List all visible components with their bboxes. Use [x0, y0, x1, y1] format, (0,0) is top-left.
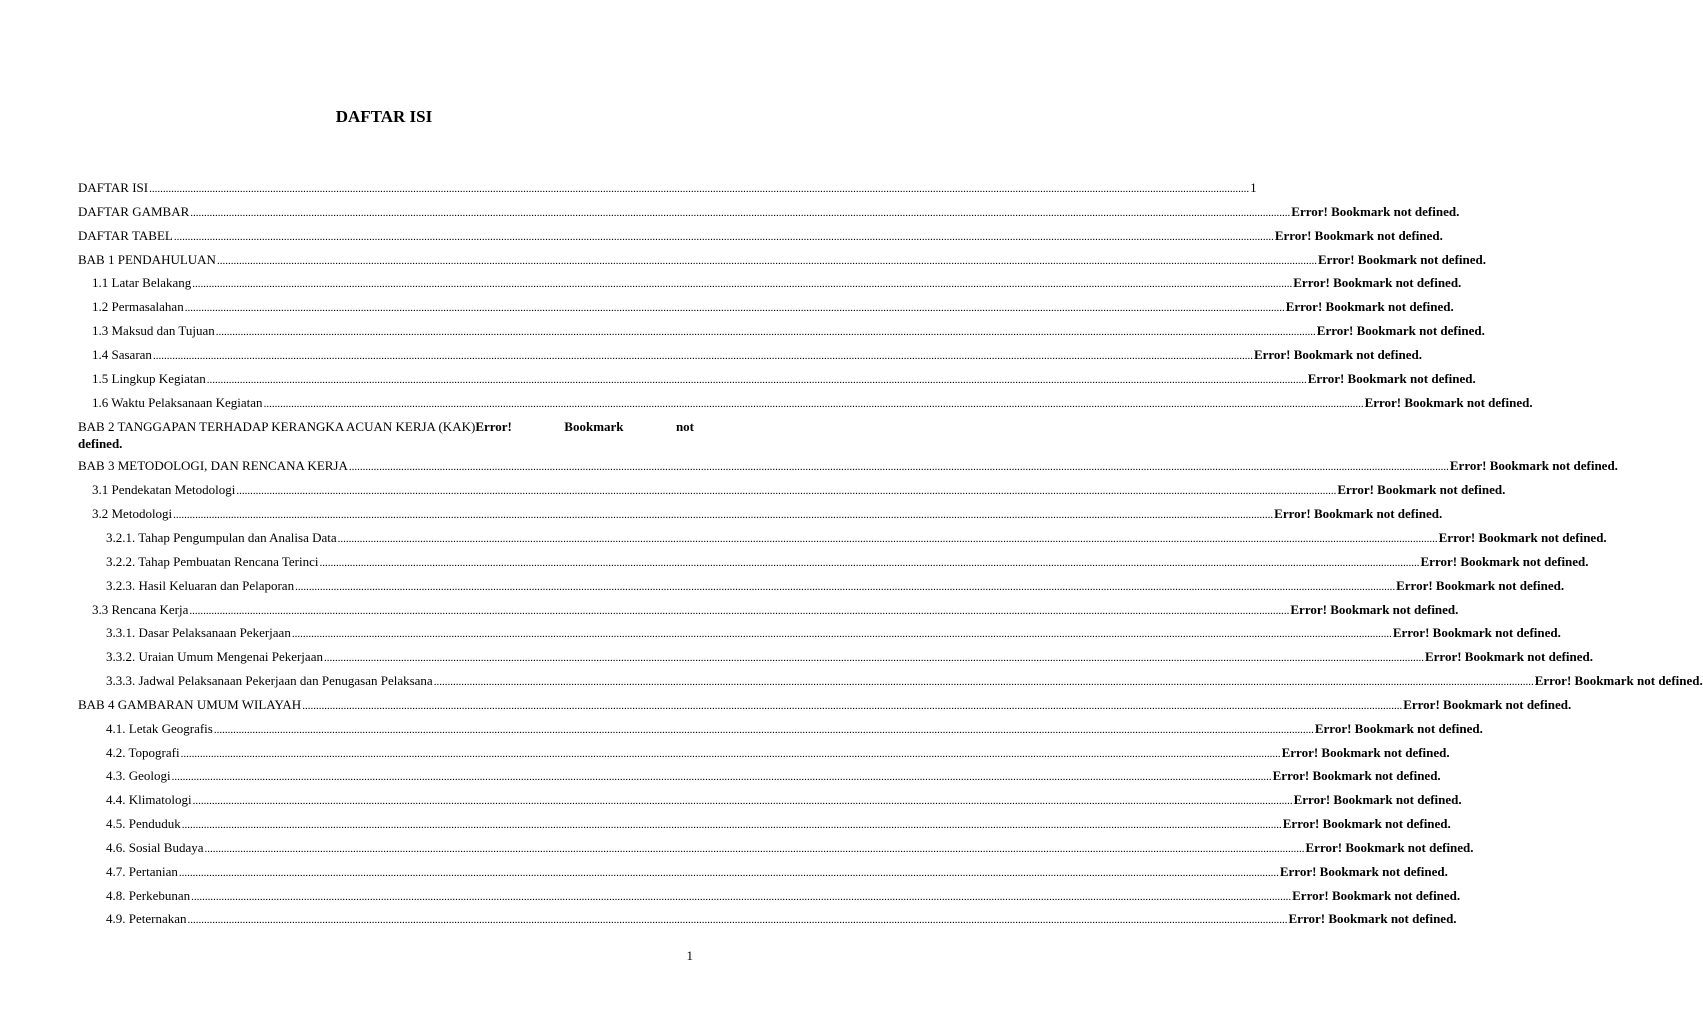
toc-entry-page: Error! Bookmark not defined. [1424, 649, 1594, 665]
toc-entry[interactable] [78, 766, 1441, 790]
toc-entry-label: BAB 4 GAMBARAN UMUM WILAYAH [78, 696, 302, 712]
toc-entry[interactable] [78, 862, 1448, 886]
toc-entry-label: 3.2 Metodologi [92, 506, 173, 522]
toc-entry[interactable] [78, 321, 1485, 345]
toc-entry[interactable] [78, 393, 1533, 417]
toc-entry[interactable] [78, 623, 1561, 647]
toc-entry-label: 4.8. Perkebunan [106, 887, 191, 903]
toc-entry-page: Error! Bookmark not defined. [1293, 275, 1462, 291]
dot-leader: ................................................................................................................................................................................................................................................................................................................................................................................................................ [263, 397, 1364, 410]
dot-leader: ................................................................................................................................................................................................................................................................................................................................................................................................................ [189, 604, 1290, 617]
toc-entry-page: Error! Bookmark not defined. [1449, 458, 1618, 474]
toc-entry[interactable] [78, 528, 1607, 552]
toc-entry-page: Error! Bookmark not defined. [1534, 673, 1703, 689]
dot-leader: ................................................................................................................................................................................................................................................................................................................................................................................................................ [191, 890, 1292, 903]
toc-entry-page: Error! Bookmark not defined. [1317, 251, 1486, 267]
dot-leader: ................................................................................................................................................................................................................................................................................................................................................................................................................ [192, 278, 1293, 291]
toc-entry-label: 4.9. Peternakan [106, 911, 187, 927]
toc-entry-label: 4.6. Sosial Budaya [106, 839, 204, 855]
toc-entry-label: 1.3 Maksud dan Tujuan [92, 323, 215, 339]
dot-leader: ................................................................................................................................................................................................................................................................................................................................................................................................................ [173, 230, 1274, 243]
toc-entry[interactable] [78, 456, 1618, 480]
toc-entry-page: Error! Bookmark not defined. [1285, 299, 1454, 315]
toc-entry[interactable] [78, 695, 1572, 719]
toc-entry[interactable] [78, 743, 1450, 767]
page-number: 1 [686, 948, 693, 963]
toc-entry-page: Error! Bookmark not defined. [1337, 482, 1506, 498]
toc-entry[interactable] [78, 647, 1594, 671]
dot-leader: ................................................................................................................................................................................................................................................................................................................................................................................................................ [180, 747, 1281, 760]
toc-entry-label: BAB 3 METODOLOGI, DAN RENCANA KERJA [78, 458, 348, 474]
toc-entry-page: Error! Bookmark not defined. [1438, 529, 1607, 545]
page-title: DAFTAR ISI [335, 107, 433, 126]
toc-entry-label: 1.6 Waktu Pelaksanaan Kegiatan [92, 394, 263, 410]
toc-entry[interactable] [78, 576, 1565, 600]
dot-leader: ................................................................................................................................................................................................................................................................................................................................................................................................................ [178, 866, 1279, 879]
toc-entry-page: Error! Bookmark not defined. [1281, 744, 1450, 760]
dot-leader: ................................................................................................................................................................................................................................................................................................................................................................................................................ [291, 628, 1392, 641]
dot-leader: ................................................................................................................................................................................................................................................................................................................................................................................................................ [215, 326, 1316, 339]
toc-entry-page: Error! Bookmark not defined. [1291, 203, 1460, 219]
toc-entry-label: 3.3.2. Uraian Umum Mengenai Pekerjaan [106, 649, 323, 665]
toc-entry[interactable] [78, 369, 1476, 393]
toc-entry-label: 4.2. Topografi [106, 744, 180, 760]
toc-entry[interactable] [78, 790, 1462, 814]
toc-entry-page: Error! Bookmark not defined. [1420, 553, 1589, 569]
toc-entry-label: 3.3 Rencana Kerja [92, 601, 189, 617]
toc-entry-page: Error! Bookmark not defined. [1253, 346, 1422, 362]
toc-entry-label: 3.3.3. Jadwal Pelaksanaan Pekerjaan dan Penugasan Pelaksana [106, 673, 433, 689]
dot-leader: ................................................................................................................................................................................................................................................................................................................................................................................................................ [337, 532, 1438, 545]
dot-leader: ................................................................................................................................................................................................................................................................................................................................................................................................................ [206, 373, 1307, 386]
dot-leader: ................................................................................................................................................................................................................................................................................................................................................................................................................ [213, 723, 1314, 736]
toc-entry-page: Error! Bookmark not defined. [1305, 839, 1474, 855]
toc-entry[interactable]: BAB 2 TANGGAPAN TERHADAP KERANGKA ACUAN KERJA (KAK)Error! Bookmark not defined. [78, 419, 694, 452]
toc-entry-page: Error! Bookmark not defined. [1364, 394, 1533, 410]
toc-entry-label: DAFTAR ISI [78, 180, 149, 195]
dot-leader: ................................................................................................................................................................................................................................................................................................................................................................................................................ [181, 819, 1282, 832]
toc-entry-page: Error! Bookmark not defined. [1274, 506, 1443, 522]
toc-entry-page: Error! Bookmark not defined. [1316, 323, 1485, 339]
toc-entry-page: Error! Bookmark not defined. [1279, 863, 1448, 879]
toc-entry-page: 1 [1250, 180, 1257, 195]
toc-entry-label: 3.3.1. Dasar Pelaksanaan Pekerjaan [106, 625, 291, 641]
dot-leader: ................................................................................................................................................................................................................................................................................................................................................................................................................ [236, 485, 1337, 498]
toc-entry[interactable] [78, 480, 1506, 504]
toc-entry-label: 3.2.1. Tahap Pengumpulan dan Analisa Data [106, 529, 337, 545]
dot-leader: ................................................................................................................................................................................................................................................................................................................................................................................................................ [295, 580, 1396, 593]
toc-entry-page: Error! Bookmark not defined. [1290, 601, 1459, 617]
toc-entry-label: 4.4. Klimatologi [106, 792, 192, 808]
dot-leader: ................................................................................................................................................................................................................................................................................................................................................................................................................ [433, 676, 1534, 689]
toc-entry-page: Error! Bookmark not defined. [1392, 625, 1561, 641]
toc-entry-label: 3.2.2. Tahap Pembuatan Rencana Terinci [106, 553, 319, 569]
toc-entry[interactable] [78, 814, 1451, 838]
toc-entry[interactable] [78, 345, 1422, 369]
toc-entry-label: 4.1. Letak Geografis [106, 720, 213, 736]
toc-entry[interactable] [78, 250, 1486, 274]
toc-entry-label: 1.4 Sasaran [92, 346, 152, 362]
dot-leader: ................................................................................................................................................................................................................................................................................................................................................................................................................ [348, 461, 1449, 474]
toc-entry-label: 4.3. Geologi [106, 768, 171, 784]
toc-entry[interactable] [78, 226, 1443, 250]
dot-leader: ................................................................................................................................................................................................................................................................................................................................................................................................................ [171, 771, 1272, 784]
dot-leader: ................................................................................................................................................................................................................................................................................................................................................................................................................ [192, 795, 1293, 808]
toc-entry-label: 4.5. Penduduk [106, 816, 181, 832]
toc-entry-page: Error! Bookmark not defined. [1292, 887, 1461, 903]
toc-entry-page: Error! Bookmark not defined. [1293, 792, 1462, 808]
toc-entry-page: Error! Bookmark not defined. [1307, 370, 1476, 386]
toc-entry[interactable] [78, 909, 1457, 933]
dot-leader: ................................................................................................................................................................................................................................................................................................................................................................................................................ [216, 254, 1317, 267]
toc-entry[interactable] [78, 719, 1483, 743]
dot-leader: ................................................................................................................................................................................................................................................................................................................................................................................................................ [323, 652, 1424, 665]
toc-entry[interactable] [78, 297, 1454, 321]
toc-entry[interactable] [78, 886, 1461, 910]
dot-leader: ................................................................................................................................................................................................................................................................................................................................................................................................................ [319, 556, 1420, 569]
toc-entry-label: BAB 2 TANGGAPAN TERHADAP KERANGKA ACUAN KERJA (KAK) [78, 419, 476, 435]
dot-leader: ................................................................................................................................................................................................................................................................................................................................................................................................................ [204, 842, 1305, 855]
toc-entry-label: BAB 1 PENDAHULUAN [78, 251, 216, 267]
table-of-contents [78, 178, 1703, 933]
toc-entry-label: DAFTAR GAMBAR [78, 203, 190, 219]
toc-entry[interactable] [78, 178, 1257, 202]
toc-entry-page: Error! Bookmark not defined. [1274, 227, 1443, 243]
toc-entry[interactable] [78, 600, 1459, 624]
dot-leader: ................................................................................................................................................................................................................................................................................................................................................................................................................ [173, 509, 1274, 522]
dot-leader: ................................................................................................................................................................................................................................................................................................................................................................................................................ [190, 206, 1291, 219]
dot-leader: ................................................................................................................................................................................................................................................................................................................................................................................................................ [187, 914, 1288, 927]
toc-entry-page: Error! Bookmark not defined. [1396, 577, 1565, 593]
dot-leader: ................................................................................................................................................................................................................................................................................................................................................................................................................ [302, 699, 1403, 712]
toc-entry[interactable] [78, 273, 1462, 297]
toc-entry-label: 4.7. Pertanian [106, 863, 178, 879]
dot-leader: ................................................................................................................................................................................................................................................................................................................................................................................................................ [184, 302, 1285, 315]
toc-entry-label: 1.1 Latar Belakang [92, 275, 192, 291]
toc-entry-label: 3.1 Pendekatan Metodologi [92, 482, 236, 498]
toc-entry-page: Error! Bookmark not defined. [1272, 768, 1441, 784]
toc-entry[interactable] [78, 504, 1443, 528]
dot-leader: ................................................................................................................................................................................................................................................................................................................................................................................................................ [152, 349, 1253, 362]
toc-entry[interactable] [78, 202, 1460, 226]
toc-entry-page: Error! Bookmark not defined. [1314, 720, 1483, 736]
toc-entry-page: Error! Bookmark not defined. [1282, 816, 1451, 832]
toc-entry[interactable] [78, 552, 1589, 576]
toc-entry[interactable] [78, 838, 1474, 862]
toc-entry-page: Error! Bookmark not defined. [1288, 911, 1457, 927]
toc-entry-label: 1.2 Permasalahan [92, 299, 184, 315]
toc-entry-page: Error! Bookmark not defined. [1403, 696, 1572, 712]
toc-entry[interactable] [78, 671, 1703, 695]
dot-leader: ................................................................................................................................................................................................................................................................................................................................................................................................................ [149, 183, 1250, 195]
toc-entry-label: 3.2.3. Hasil Keluaran dan Pelaporan [106, 577, 295, 593]
toc-entry-label: DAFTAR TABEL [78, 227, 173, 243]
toc-entry-label: 1.5 Lingkup Kegiatan [92, 370, 206, 386]
